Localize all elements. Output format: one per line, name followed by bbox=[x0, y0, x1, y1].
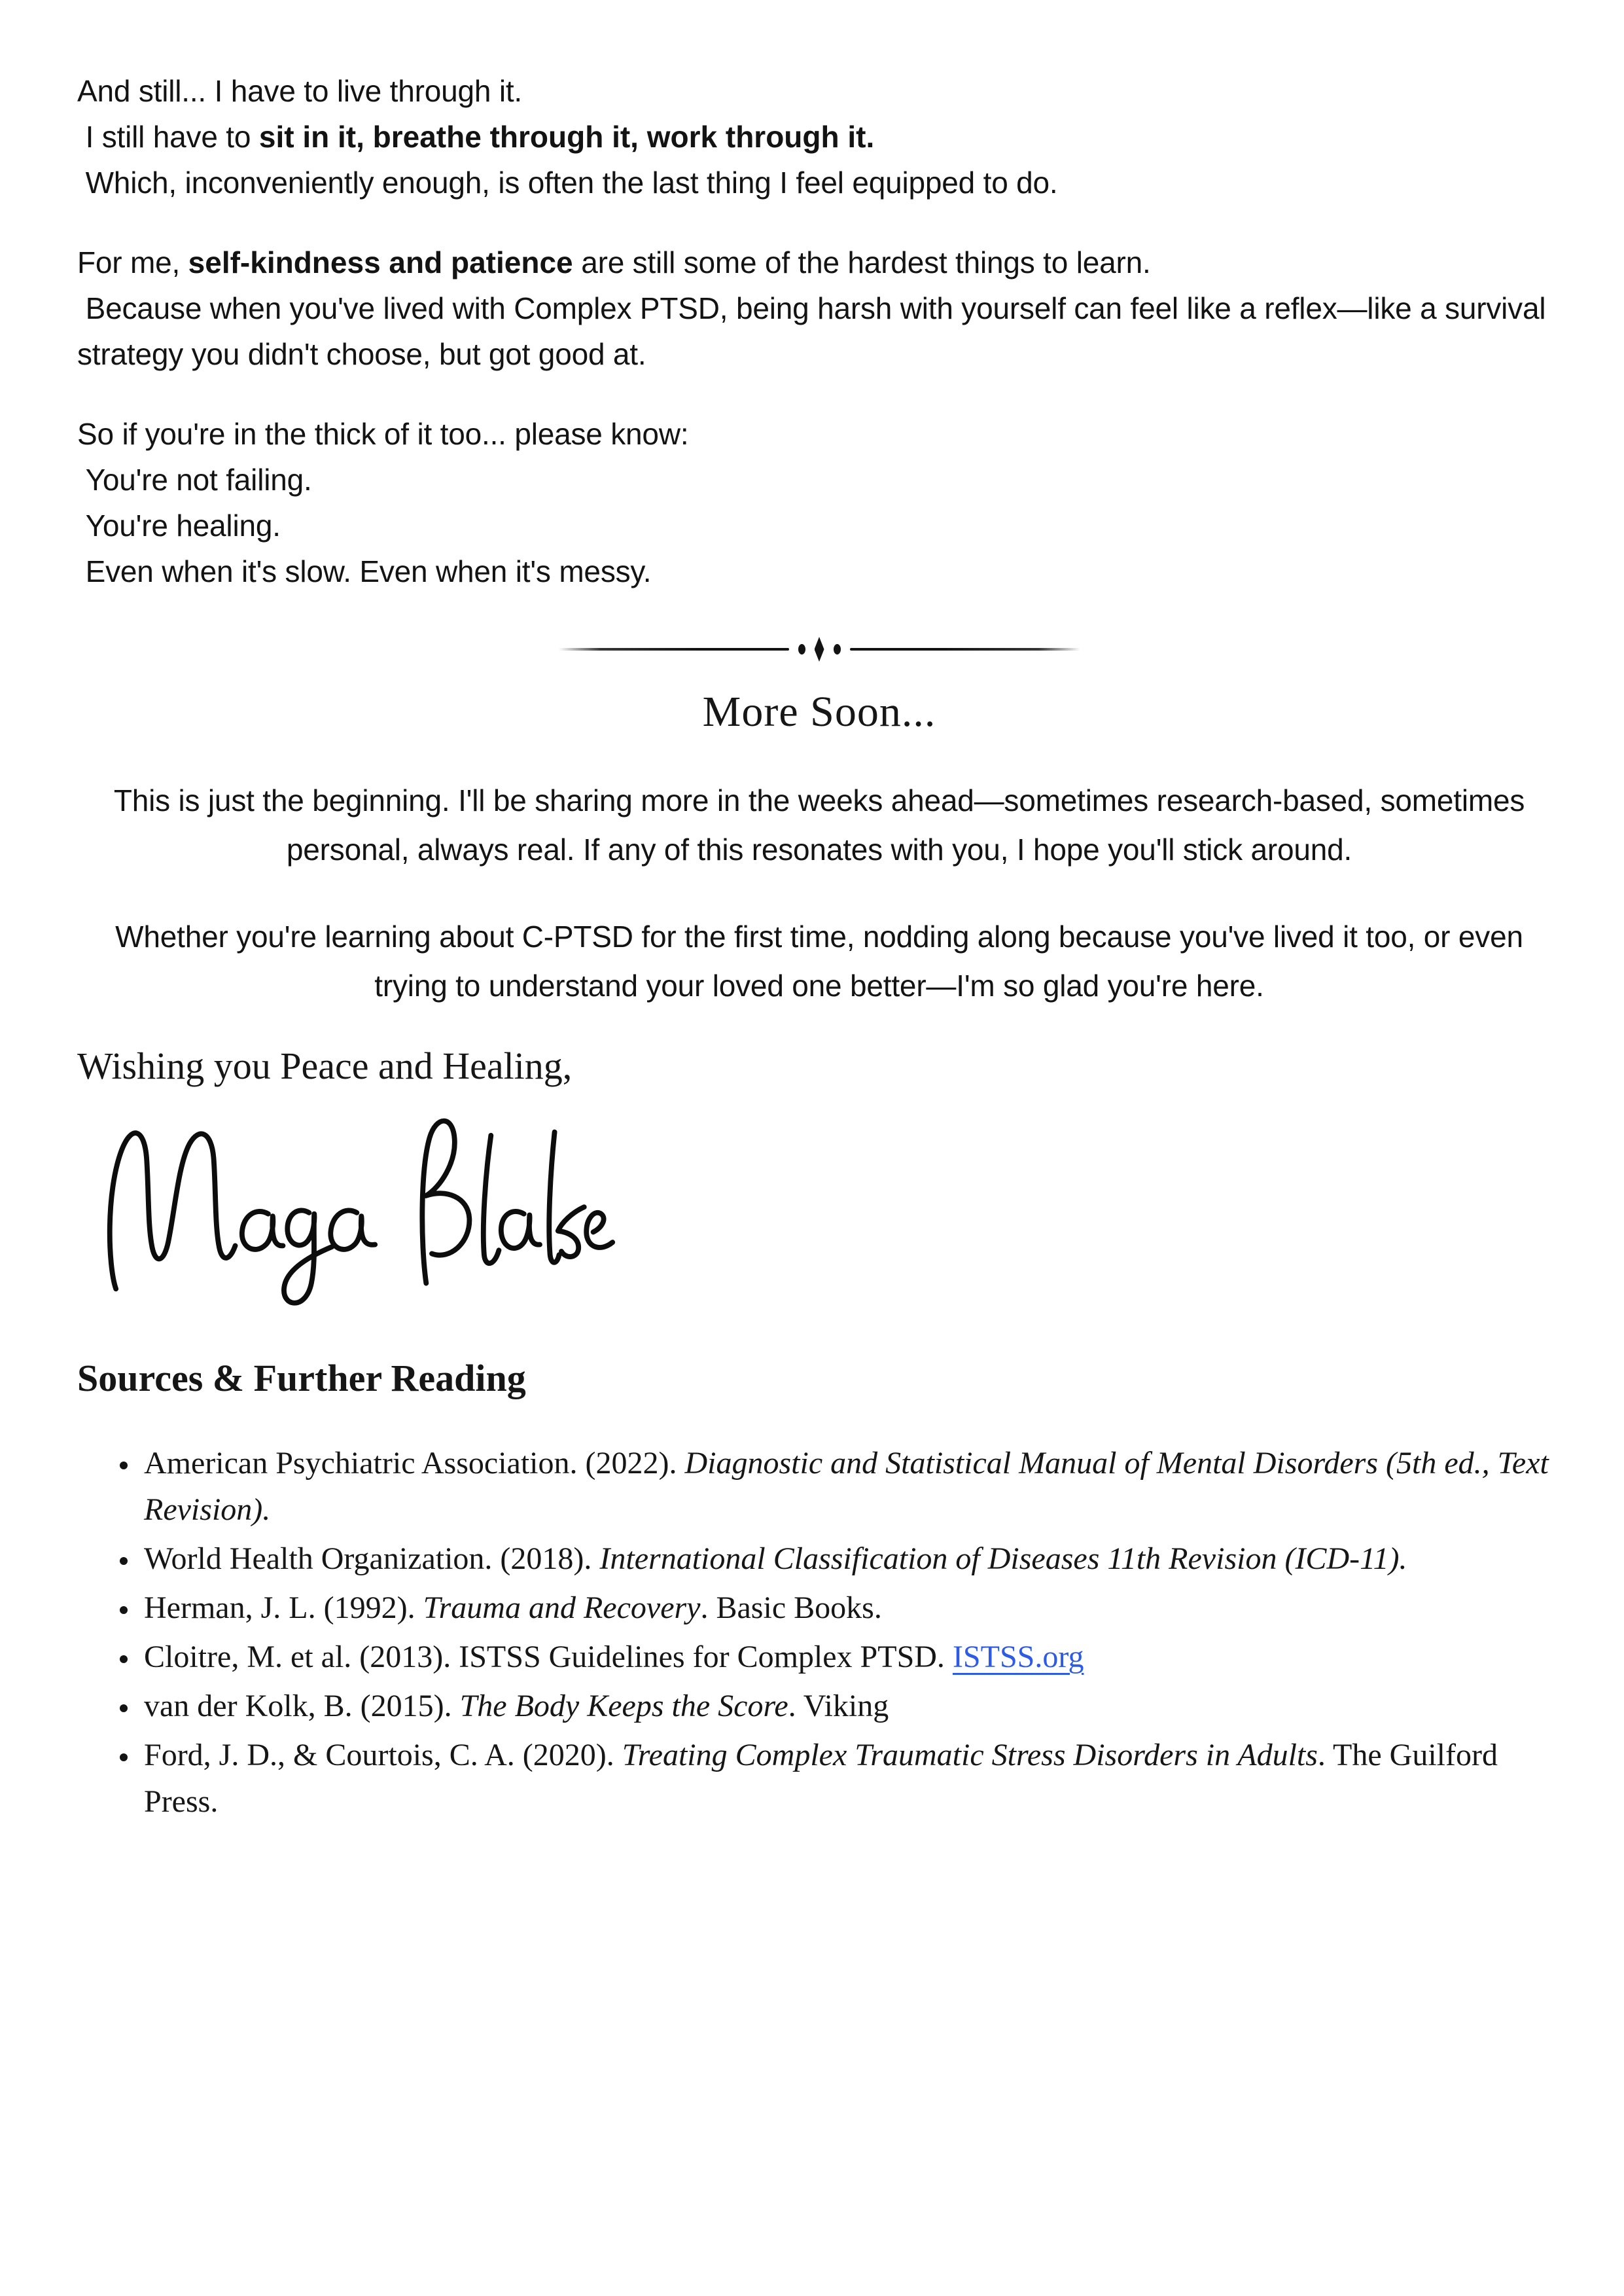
intro-paragraph-2 bbox=[77, 240, 1561, 377]
intro-paragraph-3 bbox=[77, 411, 1561, 594]
line-prefix: I still have to bbox=[77, 120, 259, 154]
source-item bbox=[140, 1634, 1557, 1680]
sources-section-title: Sources & Further Reading bbox=[77, 1357, 526, 1399]
source-item bbox=[140, 1535, 1557, 1582]
paragraph-line: You're not failing. bbox=[77, 463, 312, 497]
outro-paragraph-2: Whether you're learning about C-PTSD for the first time, nodding along because you've lived it too, or even trying to understand your loved one better—I'm so glad you're here. bbox=[115, 920, 1532, 1003]
source-item bbox=[140, 1683, 1557, 1729]
paragraph-line bbox=[77, 240, 1561, 285]
source-citation: World Health Organization. (2018). bbox=[144, 1541, 600, 1576]
source-citation: van der Kolk, B. (2015). bbox=[144, 1689, 460, 1723]
source-work-title: Trauma and Recovery bbox=[423, 1590, 701, 1625]
closing-salutation: Wishing you Peace and Healing, bbox=[77, 1045, 573, 1087]
source-work-title: The Body Keeps the Score bbox=[459, 1689, 788, 1723]
source-item bbox=[140, 1732, 1557, 1825]
outro-paragraph-1: This is just the beginning. I'll be sharing more in the weeks ahead—sometimes research-based, sometimes personal, always real. If any of this resonates with you, I hope you'll stick around. bbox=[113, 783, 1533, 867]
ornamental-divider bbox=[77, 635, 1561, 664]
divider-rule-left bbox=[559, 648, 789, 651]
line-suffix: are still some of the hardest things to learn. bbox=[573, 245, 1151, 279]
diamond-icon bbox=[815, 637, 824, 662]
source-link-istss[interactable]: ISTSS.org bbox=[952, 1640, 1084, 1674]
source-citation: American Psychiatric Association. (2022). bbox=[144, 1446, 685, 1480]
paragraph-line bbox=[77, 114, 1561, 160]
paragraph-line: Which, inconveniently enough, is often the last thing I feel equipped to do. bbox=[77, 166, 1058, 200]
source-citation: Herman, J. L. (1992). bbox=[144, 1590, 423, 1625]
line-prefix: For me, bbox=[77, 245, 188, 279]
section-title-more-soon: More Soon... bbox=[702, 688, 936, 736]
source-item bbox=[140, 1585, 1557, 1631]
bold-phrase: sit in it, breathe through it, work through it. bbox=[258, 120, 875, 154]
paragraph-line: Even when it's slow. Even when it's messy. bbox=[77, 554, 652, 588]
divider-dot-icon bbox=[798, 644, 805, 655]
intro-paragraph-1 bbox=[77, 68, 1561, 206]
sources-list bbox=[98, 1440, 1557, 1825]
source-citation: Ford, J. D., & Courtois, C. A. (2020). bbox=[144, 1738, 622, 1772]
source-work-title: International Classification of Diseases 11th Revision (ICD-11). bbox=[599, 1541, 1407, 1576]
divider-rule-right bbox=[850, 648, 1080, 651]
paragraph-text: Because when you've lived with Complex PTSD, being harsh with yourself can feel like a reflex—like a survival strategy you didn't choose, but got good at. bbox=[77, 291, 1554, 371]
source-work-title: Diagnostic and Statistical Manual of Mental Disorders (5th ed., Text Revision). bbox=[144, 1446, 1549, 1527]
source-citation-suffix: . The Guilford Press. bbox=[144, 1738, 1498, 1819]
source-citation: Cloitre, M. et al. (2013). ISTSS Guidelines for Complex PTSD. bbox=[144, 1640, 953, 1674]
signature bbox=[96, 1096, 639, 1312]
source-item bbox=[140, 1440, 1557, 1533]
source-citation-suffix: . Viking bbox=[788, 1689, 889, 1723]
paragraph-line: And still... I have to live through it. bbox=[77, 74, 522, 108]
source-work-title: Treating Complex Traumatic Stress Disorders in Adults bbox=[622, 1738, 1318, 1772]
paragraph-line: So if you're in the thick of it too... please know: bbox=[77, 417, 689, 451]
divider-dot-icon bbox=[834, 644, 841, 655]
paragraph-line: You're healing. bbox=[77, 509, 281, 543]
bold-phrase: self-kindness and patience bbox=[188, 245, 573, 279]
source-citation-suffix: . Basic Books. bbox=[700, 1590, 882, 1625]
